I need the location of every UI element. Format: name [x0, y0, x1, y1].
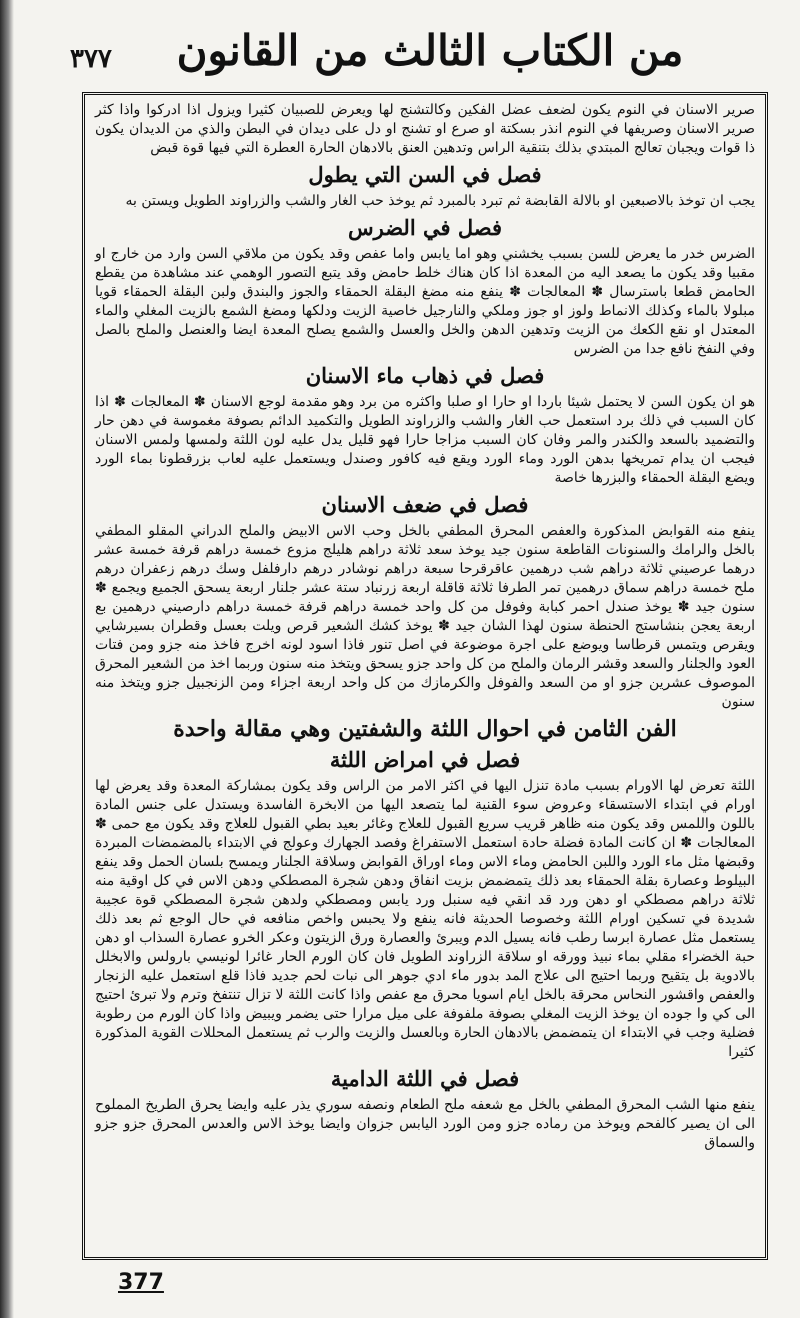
section-heading: فصل في امراض اللثة [329, 747, 521, 772]
part-heading: الفن الثامن في احوال اللثة والشفتين وهي مقالة واحدة [173, 716, 677, 742]
paragraph: ينفع منه القوابض المذكورة والعفص المحرق المطفي بالخل وحب الاس الابيض والملح الدراني المقلو المطفي بالخل والرامك والسنونات القاطعة سنون جيد يوخذ سعد ثلاثة دراهم هليلج مزوع خمسة دراهم قرفة خمسة عشر درهما عرصيني ثلاثة دراهم شب درهمين عاقرقرحا سبعة دراهم نوشادر درهم دارفلفل وسك درهم زعفران درهم ملح خمسة دراهم سماق درهمين تمر الطرفا ثلاثة قاقلة اربعة زرنباد ستة عشر جلنار اربعة يسحق الجميع ويجمع ✽ سنون جيد ✽ يوخذ صندل احمر كبابة وفوفل من كل واحد خمسة دراهم قرفة خمسة دراهم دارصيني درهمين بع اربعة يعجن بنشاستج الحنطة سنون لهذا الشان جيد ✽ يوخذ كشك الشعير قرص ويلت بعسل وقطران بسيرشايي ويقرص ويتمس قرطاسا ويوضع على اجرة موضوعة في اصل تنور فاذا اسود لونه اخرج فاخذ منه جزو ومن فتات العود والجلنار والسعد وقشر الرمان والملح من كل واحد جزو يسحق ويتخذ منه سنون وربما اخذ من الشعير المحرق الموصوف عشرين جزو او من السعد والفوفل والكرمازك من كل واحد اربعة اجزاء ومن الزنجبيل جزو ويتخذ منه سنون [95, 523, 755, 710]
text-frame [82, 92, 768, 1260]
section-heading: فصل في ضعف الاسنان [321, 492, 529, 517]
page-number-top: ٣٧٧ [70, 44, 112, 74]
section-heading: فصل في ذهاب ماء الاسنان [305, 363, 545, 388]
paragraph: يجب ان توخذ بالاصبعين او بالالة القابضة ثم تبرد بالمبرد ثم يوخذ حب الغار والشب والزراوند الطويل ويستن به [125, 193, 755, 209]
section-heading: فصل في الضرس [348, 215, 502, 240]
section-heading: فصل في السن التي يطول [308, 162, 542, 187]
paragraph: الضرس خدر ما يعرض للسن بسبب يخشني وهو اما يابس واما عفص وقد يكون من ملاقي السن وارد من خارج او مقبيا وقد يكون ما يصعد اليه من المعدة اذا كان هناك خلط حامض وقد يتبع التصور الوهمي عند مشاهدة من يقطع الحامض قطعا باسترسال ✽ المعالجات ✽ ينفع منه مضغ البقلة الحمقاء والجوز والبندق ولبن البقلة الحمقاء قويا مبلولا بالماء وكذلك الانماط ولوز او جوز وملكي والنارجيل خاصية الزيت ودلكها ومضغ الشمع بالزيت المغلي والماء المعتدل او نقع الكعك من الزيت وتدهين الدهن والخل والعسل والشمع يصلح المعدة ايضا والعنصل والملح بالصل وفي النفخ نافع جدا من الضرس [95, 246, 756, 357]
paragraph: ينفع منها الشب المحرق المطفي بالخل مع شعفه ملح الطعام ونصفه سوري يذر عليه وايضا يحرق الطريخ المملوح الى ان يصير كالفحم ويوخذ من رماده جزو ومن الورد اليابس جزوان وايضا يوخذ الاس والعدس المحرق جزو جزو والسماق [95, 1097, 755, 1151]
running-title: من الكتاب الثالث من القانون [176, 26, 684, 75]
section-heading: فصل في اللثة الدامية [330, 1066, 520, 1091]
running-head [70, 22, 760, 92]
paragraph: صرير الاسنان في النوم يكون لضعف عضل الفكين وكالتشنج لها ويعرض للصبيان كثيرا ويزول اذا ادركوا واذا كثر صرير الاسنان وصريفها في النوم انذر بسكتة او صرع او تشنج او دل على ديدان في البطن والذي من الديدان يكون ذا قوات ويجبان تعالج المبتدي بذلك بتنقية الراس وتدهين العنق بالادهان الحارة العطرة التي فيها قوة قبض [95, 102, 755, 156]
paragraph: هو ان يكون السن لا يحتمل شيئا باردا او حارا او صلبا واكثره من برد وهو مقدمة لوجع الاسنان ✽ المعالجات ✽ اذا كان السبب في ذلك برد استعمل حب الغار والشب والزراوند الطويل والتكميد الدائم بصوفة مغموسة في دهن حار والتضميد بالسعد والكندر والمر وفان كان السبب مزاجا حارا فهو قليل يدل عليه لون اللثة ولمسها ولمس الاسنان فيجب ان يدام تمريخها بدهن الورد وماء الورد ويقع فيه كافور وصندل ويستعمل عليه لعاب بزرقطونا بماء الورد ويضع البقلة الحمقاء والبزرها خاصة [95, 394, 755, 486]
paragraph: اللثة تعرض لها الاورام بسبب مادة تنزل اليها في اكثر الامر من الراس وقد يكون بمشاركة المعدة وقد يعرض لها اورام في ابتداء الاستسقاء وعروض سوء القنية لما يتصعد اليها من الابخرة الفاسدة ويستدل على جنس المادة باللون واللمس وقد يكون منه ظاهر قريب سريع القبول للعلاج وغائر بعيد بطي القبول للعلاج وقد يكون مع حمى ✽ المعالجات ✽ ان كانت المادة فضلة حادة استعمل الاستفراغ وفصد الجهارك وعولج في الابتداء بالمضمضات المبردة وقبضها مثل ماء الورد واللبن الحامض وماء الاس وماء اوراق القوابض وسلاقة الجلنار ويمسح بلسان الحمل وقد ينفع البيلوط وعصارة بقلة الحمقاء بعد ذلك يتمضمض بزيت انفاق ودهن شجرة المصطكي ودهن الاس في كل اوقية منه ثلاثة دراهم مصطكي او دهن ورد قد انقي فيه سنبل ورد يابس ومصطكي ولدهن شجرة المصطكي قوة عجيبة شديدة في تسكين اورام اللثة وخصوصا الحديثة فانه ينفع ولا يحبس واخص منافعه في حال الوجع ثم بعد ذلك يستعمل مثل عصارة ابرسا رطب فانه يسيل الدم ويبرئ والعصارة ورق الزيتون وعكر الخرو عصارة السذاب او دهن حبة الخضراء مقلي بماء نبيذ وورقه او سلاقة الزراوند الطويل فان كان الورم الحار غائرا لونيسي بارولس والابخلل بالادوية بل يتقيح وربما احتيج الى علاج المد بدور ماء ادي جوهر الى نبات لحم جديد فاذا قلع استعمل عليه الزنجار والعفص واقشور النحاس محرقة بالخل ايام اسويا محرق مع عفص واذا كانت اللثة لا تزال تنتفخ وترم ولا تبرئ احتيج الى كي وا جوده ان يوخذ الزيت المغلي بصوفة ملفوفة على ميل مرارا حتى يضمر ويبيض واذا كان الورم من رطوبة فضلية وجب في الابتداء ان يتمضمض بالادهان الحارة وبالعسل والزيت والرب ثم يستعمل المحللات القوية المذكورة كثيرا [95, 778, 755, 1060]
page-number-bottom: 377 [118, 1270, 164, 1295]
